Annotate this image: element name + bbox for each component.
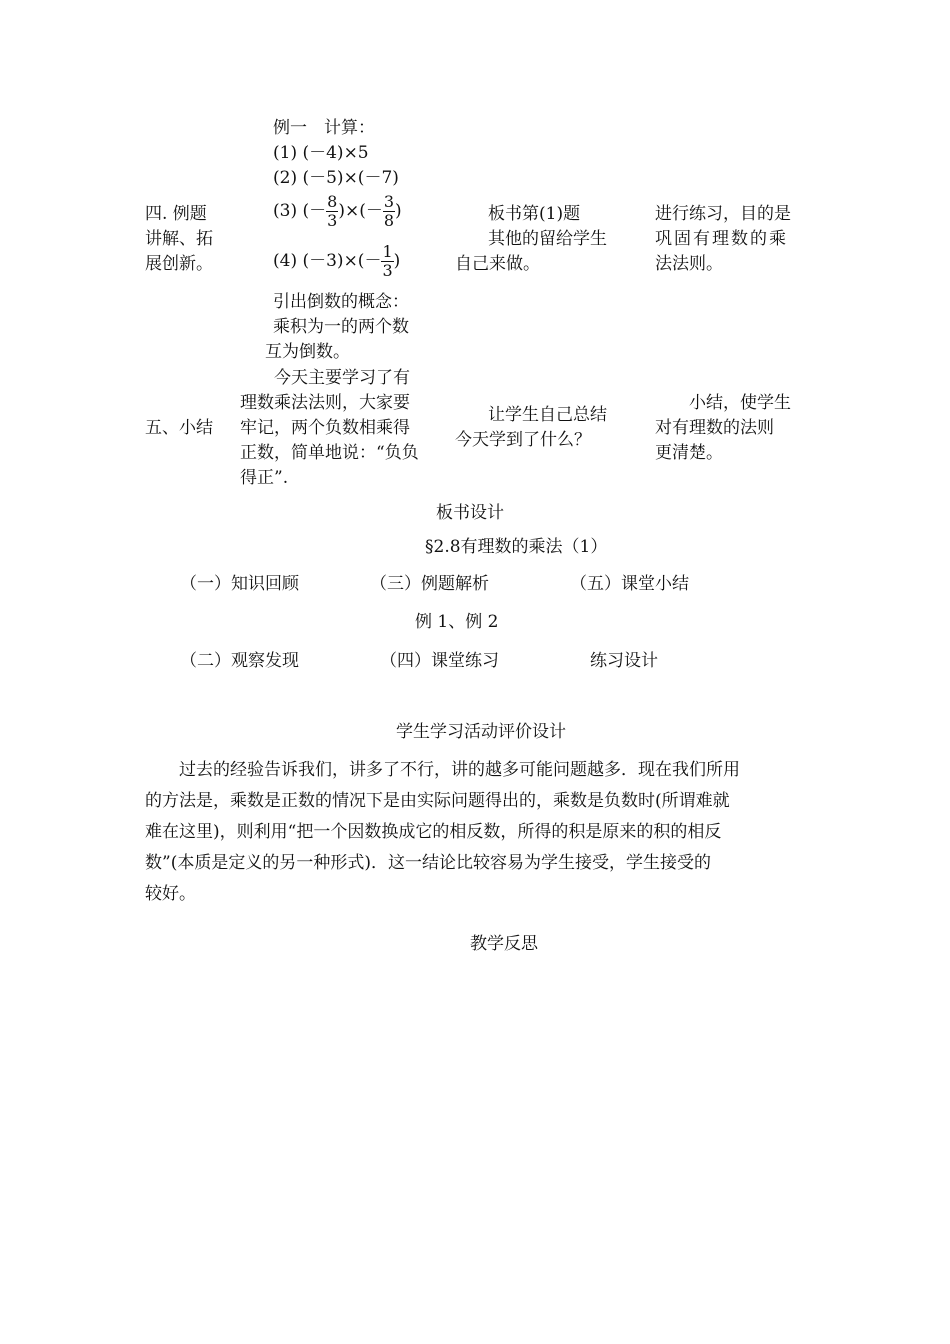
row5-stage: 五、小结	[145, 418, 213, 438]
evaluation-title: 学生学习活动评价设计	[396, 722, 566, 742]
reciprocal-concept	[265, 290, 455, 365]
item3-prefix: (3) (－	[273, 201, 327, 221]
teacher-line: 让学生自己总结	[488, 405, 607, 425]
board-item: （五）课堂小结	[570, 574, 689, 594]
board-item: （二）观察发现	[180, 651, 299, 671]
item4-prefix: (4) (－3)×(－	[273, 251, 382, 271]
board-examples: 例 1、例 2	[415, 612, 499, 632]
content-line: 今天主要学习了有	[274, 368, 410, 388]
content-line: 正数，简单地说：“负负	[240, 443, 419, 463]
board-item: （一）知识回顾	[180, 574, 299, 594]
intent-line: 巩固有理数的乘	[655, 229, 788, 249]
row4-teacher	[455, 202, 635, 277]
item3-mid: )×(－	[338, 201, 383, 221]
item3-suffix: )	[395, 201, 402, 221]
row5-intent	[655, 391, 815, 466]
evaluation-line: 过去的经验告诉我们，讲多了不行，讲的越多可能问题越多．现在我们所用	[179, 760, 740, 780]
intent-line: 对有理数的法则	[655, 418, 774, 438]
row5-content	[240, 366, 445, 491]
reciprocal-line: 引出倒数的概念：	[273, 292, 409, 312]
content-line: 得正”.	[240, 468, 289, 488]
teacher-line: 板书第(1)题	[488, 204, 581, 224]
intent-line: 更清楚。	[655, 443, 723, 463]
intent-line: 小结，使学生	[689, 393, 791, 413]
evaluation-paragraph	[145, 755, 815, 910]
example-item-4	[273, 243, 400, 280]
fraction-8-3: $\frac{8}{3}$	[327, 192, 338, 230]
teacher-line: 其他的留给学生	[488, 229, 607, 249]
example-item-1: (1) (－4)×5	[273, 143, 369, 163]
row4-stage	[145, 202, 240, 277]
row4-stage-line: 四. 例题	[145, 204, 207, 224]
board-item: （三）例题解析	[370, 574, 489, 594]
row4-stage-line: 讲解、拓	[145, 229, 213, 249]
evaluation-line: 较好。	[145, 884, 196, 904]
item4-suffix: )	[393, 251, 401, 271]
example-title: 例一 计算：	[273, 118, 375, 138]
reciprocal-line: 互为倒数。	[265, 342, 350, 362]
reciprocal-line: 乘积为一的两个数	[273, 317, 409, 337]
example-item-3	[273, 193, 402, 230]
teacher-line: 自己来做。	[455, 254, 540, 274]
board-item: 练习设计	[590, 651, 658, 671]
intent-line: 进行练习，目的是	[655, 204, 791, 224]
board-title: 板书设计	[436, 503, 504, 523]
fraction-1-3: $\frac{1}{3}$	[382, 242, 393, 280]
evaluation-line: 难在这里)，则利用“把一个因数换成它的相反数，所得的积是原来的积的相反	[145, 822, 722, 842]
row4-intent	[655, 202, 815, 277]
board-item: （四）课堂练习	[380, 651, 499, 671]
row5-teacher	[455, 403, 635, 453]
evaluation-line: 数”(本质是定义的另一种形式)．这一结论比较容易为学生接受，学生接受的	[145, 853, 711, 873]
evaluation-line: 的方法是，乘数是正数的情况下是由实际问题得出的，乘数是负数时(所谓难就	[145, 791, 730, 811]
board-subtitle: §2.8有理数的乘法（1）	[425, 537, 608, 557]
example-item-2: (2) (－5)×(－7)	[273, 168, 399, 188]
row4-stage-line: 展创新。	[145, 254, 213, 274]
teacher-line: 今天学到了什么？	[455, 430, 591, 450]
reflection-title: 教学反思	[470, 934, 538, 954]
fraction-3-8: $\frac{3}{8}$	[383, 192, 395, 230]
content-line: 理数乘法法则，大家要	[240, 393, 410, 413]
intent-line: 法法则。	[655, 254, 723, 274]
content-line: 牢记，两个负数相乘得	[240, 418, 410, 438]
